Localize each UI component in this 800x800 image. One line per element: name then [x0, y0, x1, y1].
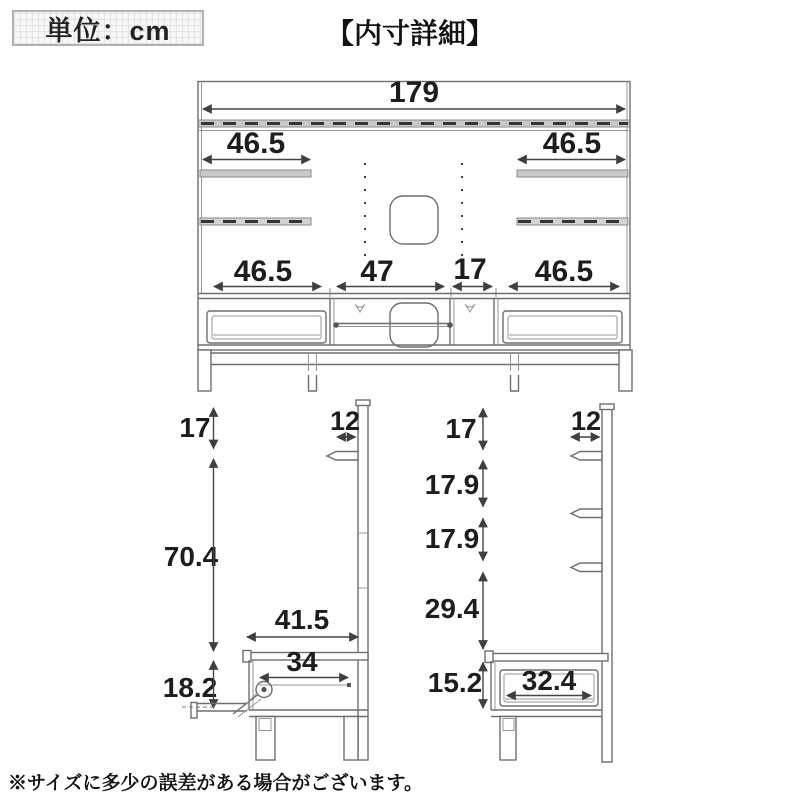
front-legs — [198, 350, 632, 391]
side-shelf — [327, 452, 358, 461]
side-shelf — [571, 509, 602, 518]
tolerance-note: ※サイズに多少の誤差がある場合がございます。 — [8, 773, 423, 794]
right-side-legs — [500, 717, 516, 761]
dim-upper-right-shelf: 46.5 — [542, 127, 602, 160]
side-shelf — [571, 563, 602, 572]
dim-lower-left: 46.5 — [233, 255, 293, 288]
dim-right-space-above-base: 29.4 — [424, 593, 480, 624]
dim-right-base-inner-height: 15.2 — [427, 667, 483, 698]
left-side-legs — [256, 717, 358, 761]
dim-right-top-clearance: 17 — [445, 413, 477, 444]
dim-lower-right: 46.5 — [534, 255, 594, 288]
side-shelf — [571, 452, 602, 461]
front-view — [198, 76, 632, 391]
dim-left-base-inner-height: 18.2 — [162, 672, 218, 703]
page-title: 【内寸詳細】 — [325, 18, 494, 49]
dim-front-total-width: 179 — [388, 76, 440, 109]
dim-upper-left-shelf: 46.5 — [226, 127, 286, 160]
dim-right-drawer-width: 32.4 — [521, 665, 577, 696]
dim-left-base-depth: 41.5 — [274, 604, 330, 635]
dim-left-shelf-depth: 12 — [329, 406, 361, 436]
right-side-view — [425, 404, 614, 762]
dim-right-shelf-depth: 12 — [570, 406, 602, 436]
dim-lower-center-right: 17 — [453, 253, 487, 286]
dim-right-shelf-gap-lower: 17.9 — [424, 523, 480, 554]
dim-left-drawer-depth: 34 — [286, 646, 318, 677]
left-side-view — [163, 400, 370, 760]
dim-left-open-height: 70.4 — [163, 541, 219, 572]
dim-lower-center: 47 — [360, 255, 394, 288]
dim-left-top-clearance: 17 — [179, 412, 211, 443]
dim-right-shelf-gap-upper: 17.9 — [424, 469, 480, 500]
unit-label: 単位：cm — [45, 15, 171, 46]
